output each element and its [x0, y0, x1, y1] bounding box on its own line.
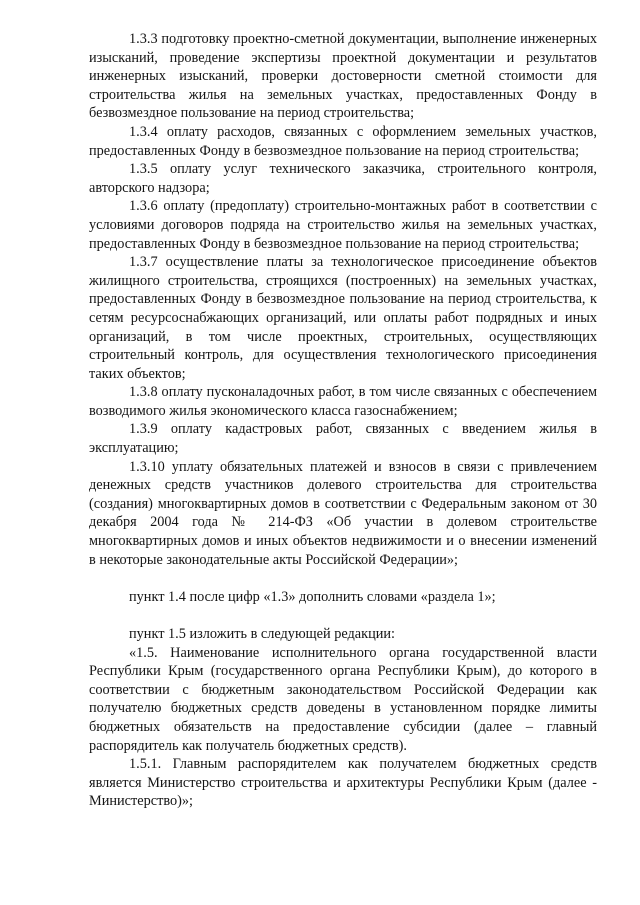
paragraph-1-3-5: 1.3.5 оплату услуг технического заказчика, строительного контроля, авторского надзора; — [89, 161, 597, 196]
paragraph-1-3-6: 1.3.6 оплату (предоплату) строительно-монтажных работ в соответствии с условиями договоров подряда на строительство жилья на земельных участках, предоставленных Фонду в безвозмездное пользование на период строительства; — [89, 198, 597, 252]
paragraph-1-3-10: 1.3.10 уплату обязательных платежей и взносов в связи с привлечением денежных средств участников долевого строительства для строительства (создания) многоквартирных домов в соответствии с Федеральным законом от 30 декабря 2004 года № 214-ФЗ «Об участии в долевом строительстве многоквартирных домов и иных объектов недвижимости и о внесении изменений в некоторые законодательные акты Российской Федерации»; — [89, 458, 597, 568]
paragraph-1-3-7: 1.3.7 осуществление платы за технологическое присоединение объектов жилищного строительства, строящихся (построенных) на земельных участках, предоставленных Фонду в безвозмездное пользование на период строительства, к сетям ресурсоснабжающих организаций, или оплаты работ подрядных и иных организаций, в том числе проектных, строительных, осуществляющих строительный контроль, для осуществления технологического присоединения таких объектов; — [89, 254, 597, 382]
paragraph-1-5-1: 1.5.1. Главным распорядителем как получателем бюджетных средств является Министерство строительства и архитектуры Республики Крым (далее - Министерство)»; — [89, 756, 597, 810]
document-page — [89, 30, 597, 811]
paragraph-1-3-9: 1.3.9 оплату кадастровых работ, связанных с введением жилья в эксплуатацию; — [89, 421, 597, 457]
paragraph-1-3-3: 1.3.3 подготовку проектно-сметной документации, выполнение инженерных изысканий, проведение экспертизы проектной документации и результатов инженерных изысканий, проверки достоверности сметной стоимости для строительства жилья на земельных участках, предоставленных Фонду в безвозмездное пользование на период строительства; — [89, 31, 597, 122]
paragraph-1-5: «1.5. Наименование исполнительного органа государственной власти Республики Крым (государственного органа Республики Крым), до которого в соответствии с бюджетным законодательством Российской Федерации как получателю бюджетных средств доведены в установленном порядке лимиты бюджетных обязательств на предоставление субсидии (далее – главный распорядитель как получатель бюджетных средств). — [89, 644, 597, 754]
paragraph-1-3-4: 1.3.4 оплату расходов, связанных с оформлением земельных участков, предоставленных Фонду в безвозмездное пользование на период строительства; — [89, 123, 597, 159]
paragraph-item-1-5-intro: пункт 1.5 изложить в следующей редакции: — [129, 626, 396, 642]
paragraph-item-1-4: пункт 1.4 после цифр «1.3» дополнить словами «раздела 1»; — [129, 588, 496, 605]
paragraph-1-3-8: 1.3.8 оплату пусконаладочных работ, в том числе связанных с обеспечением возводимого жилья экономического класса газоснабжением; — [89, 384, 597, 419]
